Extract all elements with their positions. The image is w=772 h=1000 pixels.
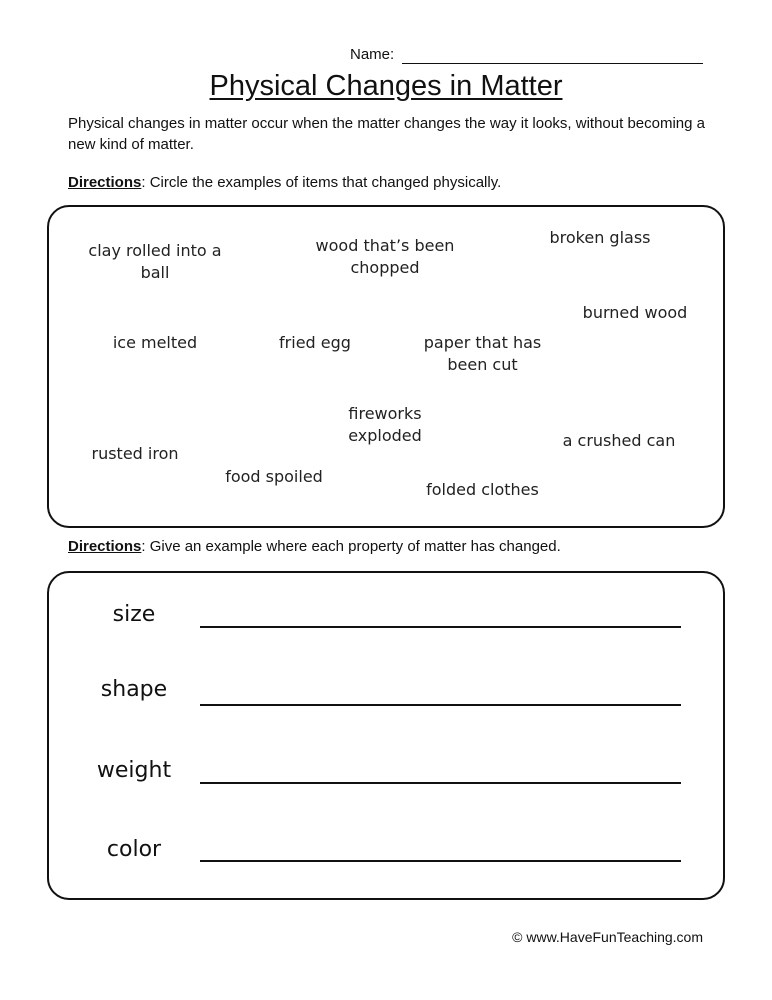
directions-label: Directions	[68, 538, 142, 555]
example-item[interactable]: paper that has been cut	[423, 333, 542, 374]
example-item[interactable]: broken glass	[549, 228, 651, 247]
directions-label: Directions	[68, 174, 142, 191]
example-item[interactable]: food spoiled	[225, 467, 323, 486]
example-item[interactable]: clay rolled into a ball	[88, 241, 222, 282]
answer-line-size[interactable]	[200, 626, 681, 628]
answer-line-color[interactable]	[200, 860, 681, 862]
name-blank-line[interactable]	[402, 63, 703, 64]
name-field	[350, 44, 710, 68]
example-item[interactable]: fireworks exploded	[348, 404, 422, 445]
example-item[interactable]: wood that’s been chopped	[315, 236, 455, 277]
property-label-shape: shape	[100, 677, 168, 702]
property-label-color: color	[106, 837, 162, 862]
directions-text: : Circle the examples of items that changed physically.	[141, 174, 502, 191]
intro-paragraph: Physical changes in matter occur when the matter changes the way it looks, without becoming a new kind of matter.	[68, 115, 705, 153]
name-label: Name:	[350, 46, 395, 63]
example-item[interactable]: fried egg	[279, 333, 351, 352]
directions-circle	[68, 174, 501, 191]
copyright-footer: © www.HaveFunTeaching.com	[512, 929, 703, 945]
directions-text: : Give an example where each property of matter has changed.	[141, 538, 561, 555]
example-item[interactable]: rusted iron	[91, 444, 179, 463]
directions-property	[68, 538, 561, 555]
example-item[interactable]: a crushed can	[562, 431, 676, 450]
property-label-size: size	[112, 602, 156, 627]
answer-line-weight[interactable]	[200, 782, 681, 784]
example-item[interactable]: ice melted	[112, 333, 198, 352]
example-item[interactable]: folded clothes	[426, 480, 539, 499]
page-title: Physical Changes in Matter	[209, 70, 563, 102]
answer-line-shape[interactable]	[200, 704, 681, 706]
property-label-weight: weight	[96, 758, 172, 783]
example-item[interactable]: burned wood	[582, 303, 688, 322]
